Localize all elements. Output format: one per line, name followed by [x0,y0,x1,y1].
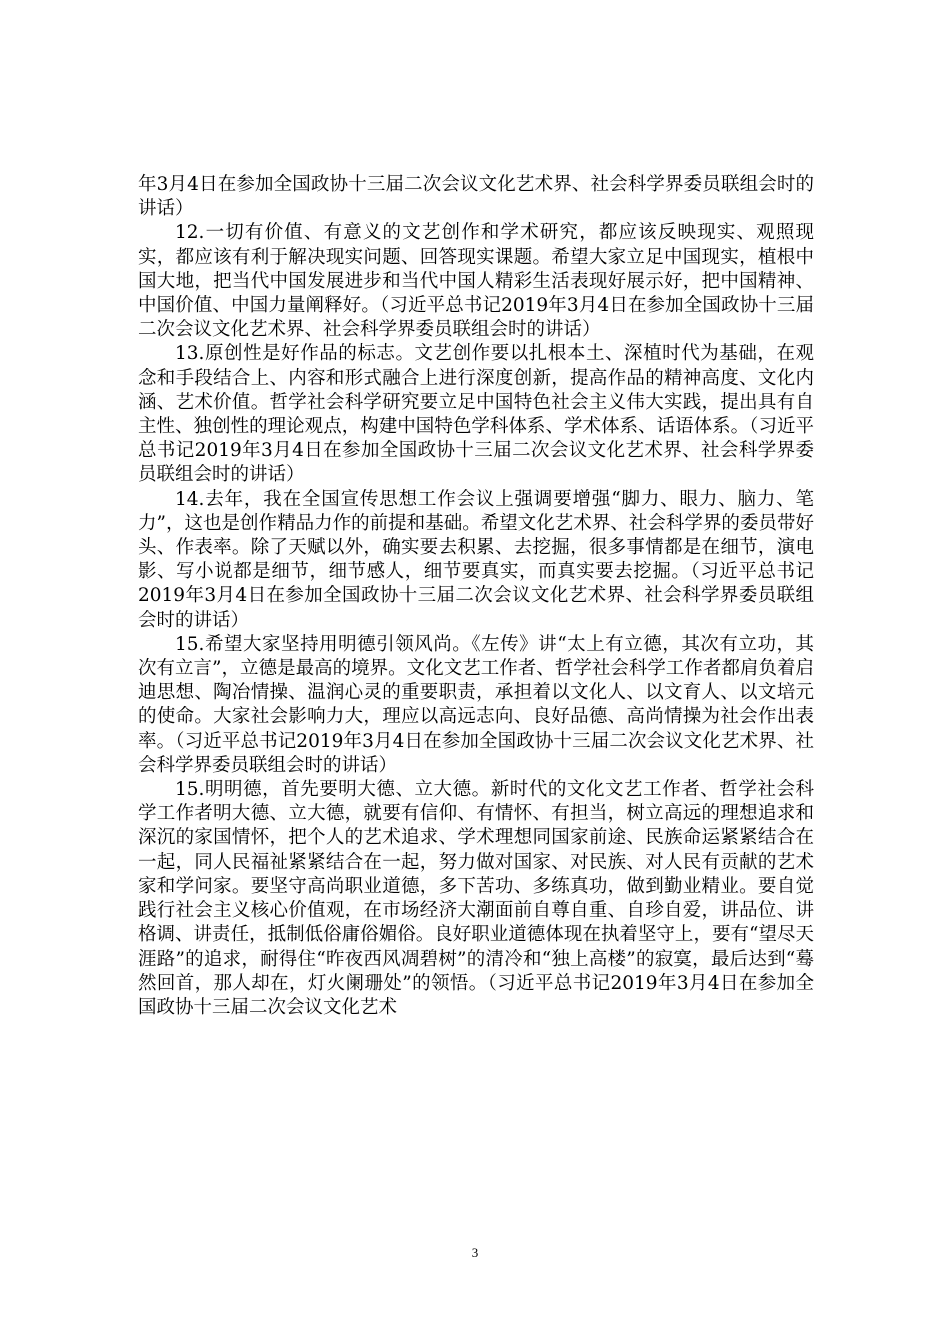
document-body [138,173,814,1020]
paragraph-15b: 15.明明德，首先要明大德、立大德。新时代的文化文艺工作者、哲学社会科学工作者明大德、立大德，就要有信仰、有情怀、有担当，树立高远的理想追求和深沉的家国情怀，把个人的艺术追求、学术理想同国家前途、民族命运紧紧结合在一起，同人民福祉紧紧结合在一起，努力做对国家、对民族、对人民有贡献的艺术家和学问家。要坚守高尚职业道德，多下苦功、多练真功，做到勤业精业。要自觉践行社会主义核心价值观，在市场经济大潮面前自尊自重、自珍自爱，讲品位、讲格调、讲责任，抵制低俗庸俗媚俗。良好职业道德体现在执着坚守上，要有“望尽天涯路”的追求，耐得住“昨夜西风凋碧树”的清冷和“独上高楼”的寂寞，最后达到“蓦然回首，那人却在，灯火阑珊处”的领悟。（习近平总书记2019年3月4日在参加全国政协十三届二次会议文化艺术 [138,779,814,1018]
paragraph-11-continuation: 年3月4日在参加全国政协十三届二次会议文化艺术界、社会科学界委员联组会时的讲话） [138,174,814,220]
page-number: 3 [471,1245,479,1260]
paragraph-15a: 15.希望大家坚持用明德引领风尚。《左传》讲“太上有立德，其次有立功，其次有立言”，立德是最高的境界。文化文艺工作者、哲学社会科学工作者都肩负着启迪思想、陶冶情操、温润心灵的重要职责，承担着以文化人、以文育人、以文培元的使命。大家社会影响力大，理应以高远志向、良好品德、高尚情操为社会作出表率。（习近平总书记2019年3月4日在参加全国政协十三届二次会议文化艺术界、社会科学界委员联组会时的讲话） [138,633,814,776]
paragraph-13: 13.原创性是好作品的标志。文艺创作要以扎根本土、深植时代为基础，在观念和手段结合上、内容和形式融合上进行深度创新，提高作品的精神高度、文化内涵、艺术价值。哲学社会科学研究要立足中国特色社会主义伟大实践，提出具有自主性、独创性的理论观点，构建中国特色学科体系、学术体系、话语体系。（习近平总书记2019年3月4日在参加全国政协十三届二次会议文化艺术界、社会科学界委员联组会时的讲话） [138,343,814,486]
paragraph-14: 14.去年，我在全国宣传思想工作会议上强调要增强“脚力、眼力、脑力、笔力”，这也是创作精品力作的前提和基础。希望文化艺术界、社会科学界的委员带好头、作表率。除了天赋以外，确实要去积累、去挖掘，很多事情都是在细节，演电影、写小说都是细节，细节感人，细节要真实，而真实要去挖掘。（习近平总书记2019年3月4日在参加全国政协十三届二次会议文化艺术界、社会科学界委员联组会时的讲话） [138,488,814,631]
paragraph-12: 12.一切有价值、有意义的文艺创作和学术研究，都应该反映现实、观照现实，都应该有利于解决现实问题、回答现实课题。希望大家立足中国现实，植根中国大地，把当代中国发展进步和当代中国人精彩生活表现好展示好，把中国精神、中国价值、中国力量阐释好。（习近平总书记2019年3月4日在参加全国政协十三届二次会议文化艺术界、社会科学界委员联组会时的讲话） [138,222,814,341]
